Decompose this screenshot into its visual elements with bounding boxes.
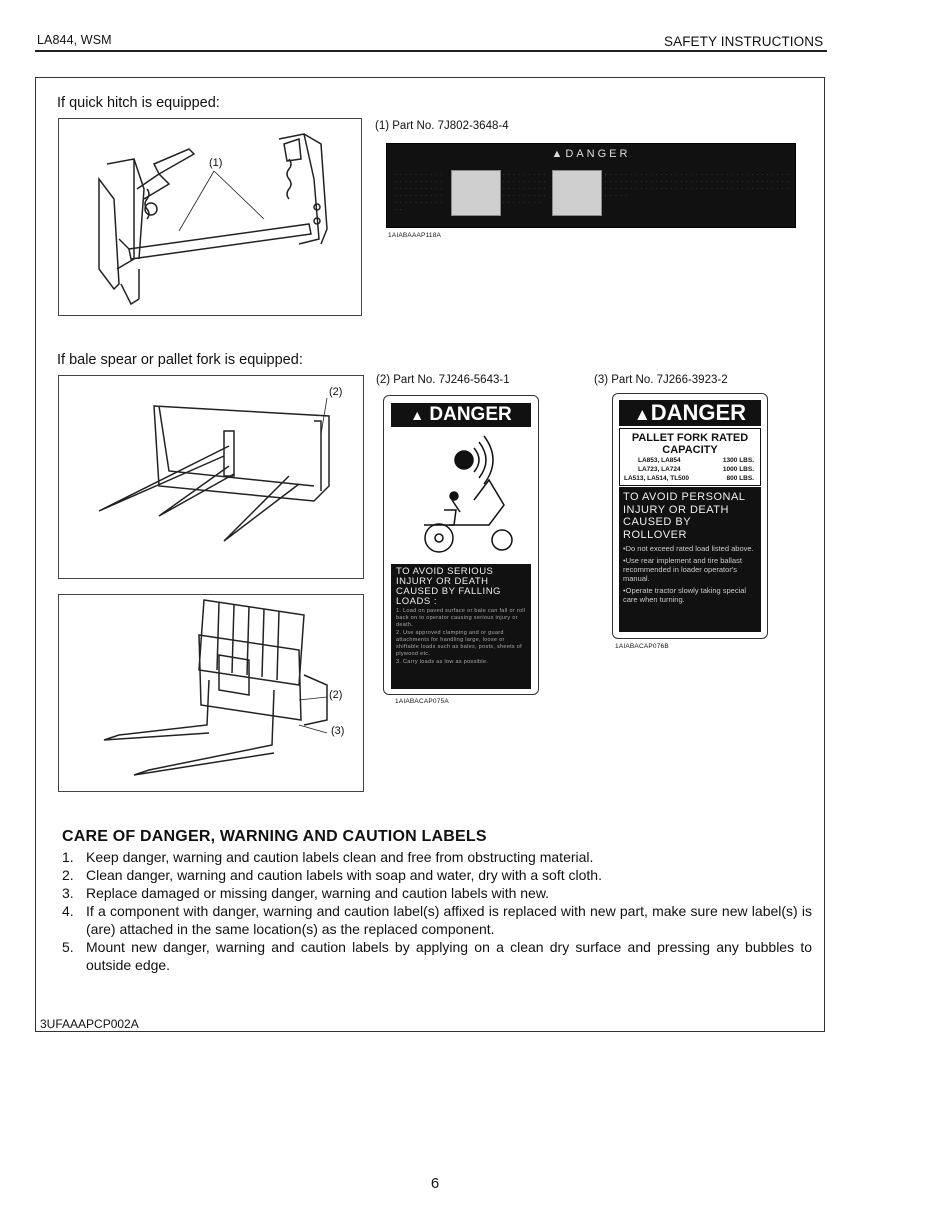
decal-1-pictogram-right [552,170,602,216]
care-item: 1. Keep danger, warning and caution labels clean and free from obstructing material. [62,849,594,865]
care-item: 3. Replace damaged or missing danger, warning and caution labels with new. [62,885,550,901]
header-rule [35,50,827,52]
warning-triangle-icon: ▲ [633,405,651,424]
decal-3-item-3: •Operate tractor slowly taking special care when turning. [623,586,747,604]
care-item: 5. Mount new danger, warning and caution labels by applying on a clean dry surface and pressing any bubbles to outside edge. [62,939,812,973]
quick-hitch-illustration [59,119,361,315]
callout-2-bale-spear: (2) [329,386,343,398]
danger-decal-3 [612,393,768,639]
capacity-row: LA853, LA854 1300 LBS. [638,457,754,464]
bale-spear-figure [58,375,364,579]
decal-2-image-code: 1AIABACAP075A [395,698,449,705]
header-model: LA844, WSM [37,33,112,47]
decal-3-title: ▲DANGER [619,400,761,426]
quick-hitch-label: If quick hitch is equipped: [57,95,220,111]
decal-1-text-mid: · · · · · · · · · · · · · · · · · · · · · · · · · · · · · · · · · · · · · · · · · · · · [503,172,547,206]
care-item: 4. If a component with danger, warning and caution label(s) affixed is replaced with new part, make sure new label(s) is (are) attached in the same location(s) as the replaced component. [62,903,812,937]
decal-1-title: ▲DANGER [551,148,631,160]
decal-3-caption: (3) Part No. 7J266-3923-2 [594,374,728,386]
warning-triangle-icon: ▲ [410,407,425,423]
decal-3-warning-panel [619,487,761,632]
document-id: 3UFAAAPCP002A [40,1017,139,1031]
capacity-row: LA513, LA514, TL500 800 LBS. [624,475,754,482]
rated-capacity-box [619,428,761,486]
care-section-title: CARE OF DANGER, WARNING AND CAUTION LABELS [62,828,487,845]
callout-2-pallet-fork: (2) [329,689,343,701]
falling-load-tractor-pictogram [394,430,530,562]
pallet-fork-illustration [59,595,363,791]
decal-3-image-code: 1AIABACAP076B [615,643,669,650]
quick-hitch-figure [58,118,362,316]
header-section: SAFETY INSTRUCTIONS [664,34,824,49]
warning-triangle-icon: ▲ [551,148,566,160]
decal-2-item-1: 1. Load on paved surface or bale can fall or roll back on to operator causing serious injury or death. [396,608,526,628]
rated-capacity-title: PALLET FORK RATED CAPACITY [631,432,749,456]
decal-2-warning-panel [391,564,531,689]
decal-2-item-3: 3. Carry loads as low as possible. [396,659,489,665]
decal-1-pictogram-left [451,170,501,216]
decal-3-item-1: •Do not exceed rated load listed above. [623,544,754,553]
capacity-row: LA723, LA724 1000 LBS. [638,466,754,473]
danger-decal-1 [386,143,796,228]
decal-2-item-2: 2. Use approved clamping and or guard attachments for handling large, loose or shiftable loads such as bales, posts, sheets of plywood etc. [396,630,522,657]
decal-1-caption: (1) Part No. 7J802-3648-4 [375,120,509,132]
bale-spear-label: If bale spear or pallet fork is equipped: [57,352,303,368]
page-number: 6 [430,1175,440,1192]
pallet-fork-figure [58,594,364,792]
danger-decal-2 [383,395,539,695]
decal-1-text-left: · · · · · · · · · · · · · · · · · · · · · · · · · · · · · · · · · · · · · · · · · · · · · · · · · · · · [395,172,444,213]
bale-spear-illustration [59,376,363,578]
decal-2-warning: TO AVOID SERIOUS INJURY OR DEATH CAUSED BY FALLING LOADS : [396,566,501,607]
decal-2-title: ▲ DANGER [391,403,531,427]
callout-1: (1) [209,157,223,169]
decal-3-item-2: •Use rear implement and tire ballast recommended in loader operator's manual. [623,556,742,583]
decal-1-text-right: · · · · · · · · · · · · · · · · · · · · · · · · · · · · · · · · · · · · · · · · · · · · · · · · · · · · · · · · · · · · · · · · · · · · · · · · · · · · · · · · · · · · · · · · · · · · · · · · · · · · · · · · · · · · · · · · · · · · [605,172,790,199]
care-instructions-list [62,848,812,974]
callout-3-pallet-fork: (3) [331,725,345,737]
decal-1-image-code: 1AIABAAAP118A [388,232,442,239]
care-item: 2. Clean danger, warning and caution labels with soap and water, dry with a soft cloth. [62,867,602,883]
decal-3-warning: TO AVOID PERSONAL INJURY OR DEATH CAUSED BY ROLLOVER [623,491,745,541]
decal-2-caption: (2) Part No. 7J246-5643-1 [376,374,510,386]
